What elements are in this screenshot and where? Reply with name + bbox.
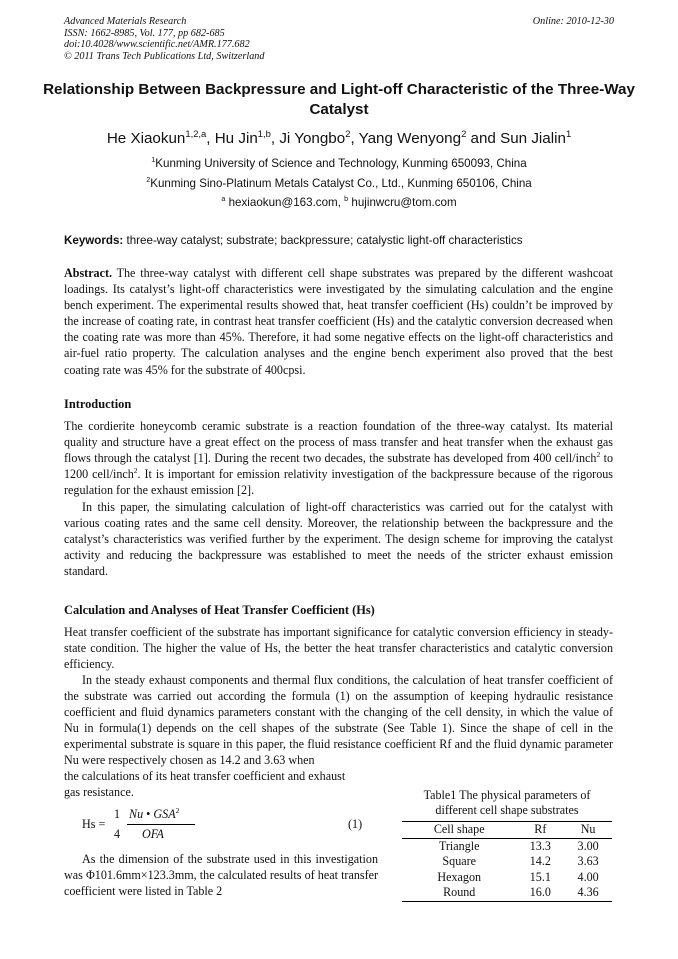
paragraph-tail-line: gas resistance. xyxy=(64,785,134,800)
affiliation-sup: 2 xyxy=(146,175,151,185)
section2-paragraph-2: In the steady exhaust components and thermal flux conditions, the calculation of heat transfer coefficient of the substrate was carried out according the formula (1) on the assumption of keeping hydraulic resistance coefficient and fluid dynamics parameters constant with the changing of the cell density, in which the value of Nu in formula(1) depends on the cell shapes of the substrate (See Table 1). Since the shape of cell in the experimental substrate is square in this paper, the fluid resistance coefficient Rf and the fluid dynamic parameter Nu were respectively chosen as 14.2 and 3.63 when xyxy=(64,673,613,768)
formula-gsa: GSA xyxy=(153,807,176,821)
keywords xyxy=(64,234,523,247)
issn-line: ISSN: 1662-8985, Vol. 177, pp 682-685 xyxy=(64,27,225,39)
author-separator: , xyxy=(350,130,359,147)
section2-paragraph-3: As the dimension of the substrate used in this investigation was Φ101.6mm×123.3mm, the calculated results of heat transfer coefficient were listed in Table 2 xyxy=(64,852,378,899)
abstract-label: Abstract. xyxy=(64,266,113,280)
fraction-bar xyxy=(127,824,195,825)
paragraph-tail-line: the calculations of its heat transfer coefficient and exhaust xyxy=(64,769,346,783)
table-cell: 14.2 xyxy=(529,854,551,869)
parameters-table xyxy=(402,821,612,902)
table-cell: 13.3 xyxy=(529,838,551,853)
table-header-row xyxy=(402,822,612,839)
intro-text: to 1200 cell/inch xyxy=(64,451,613,482)
journal-header xyxy=(64,16,264,62)
email-sup: a xyxy=(221,194,226,204)
author-separator: , xyxy=(206,130,215,147)
affiliation-text: Kunming University of Science and Technology, Kunming 650093, China xyxy=(155,157,527,170)
intro-text: . It is important for emission relativity investigation of the backpressure because of the rigorous regulation for the exhaust emission [2]. xyxy=(64,467,613,498)
table-row xyxy=(402,854,612,870)
table-cell: Hexagon xyxy=(437,869,482,884)
table-cell: 4.00 xyxy=(577,869,599,884)
section2-paragraph-2-tail xyxy=(64,768,394,800)
intro-paragraph-1 xyxy=(64,418,613,498)
table-cell: 16.0 xyxy=(516,885,564,901)
formula-nu: Nu xyxy=(129,807,144,821)
author-sup: 1,2,a xyxy=(185,127,207,139)
affiliation-1 xyxy=(40,157,638,170)
affiliation-2 xyxy=(40,177,638,190)
table-row xyxy=(402,870,612,886)
formula-num-left: 1 xyxy=(114,807,121,821)
table-caption xyxy=(400,788,614,818)
column-header: Rf xyxy=(516,822,564,839)
formula-lhs: Hs = xyxy=(82,817,106,831)
author-line xyxy=(40,127,638,147)
column-header: Cell shape xyxy=(402,822,516,839)
superscript: 2 xyxy=(596,450,601,460)
table-cell: Square xyxy=(442,854,477,869)
journal-name: Advanced Materials Research xyxy=(64,16,187,27)
email-a: hexiaokun@163.com, xyxy=(228,196,341,209)
table-cell: Triangle xyxy=(438,838,480,853)
author-separator: and xyxy=(466,130,501,147)
table-cell: Round xyxy=(402,885,516,901)
copyright-line: © 2011 Trans Tech Publications Ltd, Switzerland xyxy=(64,50,265,62)
author-name: He Xiaokun xyxy=(106,130,186,147)
intro-paragraph-2: In this paper, the simulating calculation of light-off characteristics was carried out for the catalyst with various coating rates and the same cell density. Moreover, the relationship between the backpressure and the catalyst’s characteristics was verified further by the experiment. The design scheme for improving the catalyst activity and reducing the backpressure was established to meet the needs of the stricter exhaust emission standard. xyxy=(64,500,613,579)
section2-paragraph-1: Heat transfer coefficient of the substrate has important significance for catalytic conversion efficiency in steady-state condition. The higher the value of Hs, the better the heat transfer characteristics and catalytic conversion efficiency. xyxy=(64,625,613,672)
email-b: hujinwcru@tom.com xyxy=(351,196,457,209)
formula-den-left: 4 xyxy=(114,827,121,841)
author-sup: 2 xyxy=(461,127,467,139)
abstract xyxy=(64,265,613,378)
table-1 xyxy=(400,788,614,902)
author-sup: 1,b xyxy=(257,127,271,139)
table-caption-line: Table1 The physical parameters of xyxy=(423,788,591,802)
keywords-text: three-way catalyst; substrate; backpressure; catalystic light-off characteristics xyxy=(126,234,523,247)
doi-line: doi:10.4028/www.scientific.net/AMR.177.682 xyxy=(64,39,250,51)
abstract-text: The three-way catalyst with different cell shape substrates was prepared by the different washcoat loadings. Its catalyst’s light-off characteristics were investigated by the simulating calculation and the engine bench experiment. The experimental results showed that, heat transfer coefficient (Hs) couldn’t be improved by the increase of coating rate, in contrast heat transfer coefficient (Hs) and the catalytic conversion decreased when the coating rate was more than 45%. Therefore, it had some negative effects on the light-off characteristics and air-fuel ratio property. The calculation analyses and the engine bench experiment also proved that the best coating rate was 45% for the substrate of 400cpsi. xyxy=(64,266,613,377)
table-row xyxy=(402,885,612,901)
author-separator: , xyxy=(270,130,280,147)
table-cell: 3.00 xyxy=(577,838,599,853)
online-date: Online: 2010-12-30 xyxy=(532,16,614,27)
author-name: Yang Wenyong xyxy=(358,130,462,147)
formula-den-right: OFA xyxy=(142,827,164,841)
author-name: Hu Jin xyxy=(214,130,258,147)
formula-number: (1) xyxy=(348,817,363,831)
paper-title: Relationship Between Backpressure and Light-off Characteristic of the Three-Way Catalyst xyxy=(43,81,635,118)
table-caption-line: different cell shape substrates xyxy=(435,803,579,817)
formula-1 xyxy=(82,805,382,845)
author-name: Sun Jialin xyxy=(500,130,566,147)
intro-text: The cordierite honeycomb ceramic substrate is a reaction foundation of the three-way catalyst. Its material quality and structure have a great effect on the process of mass transfer and heat transfer when the exhaust gas flows through the catalyst [1]. During the recent two decades, the substrate has developed from 400 cell/inch xyxy=(64,419,613,466)
superscript: 2 xyxy=(133,466,138,476)
section-heading: Calculation and Analyses of Heat Transfer Coefficient (Hs) xyxy=(64,603,375,617)
email-sup: b xyxy=(344,194,349,204)
author-sup: 2 xyxy=(345,127,351,139)
formula-dot: • xyxy=(146,807,151,821)
keywords-label: Keywords: xyxy=(64,234,124,247)
table-cell: 15.1 xyxy=(529,869,551,884)
formula-sup: 2 xyxy=(175,805,180,815)
column-header: Nu xyxy=(564,822,612,839)
affiliation-text: Kunming Sino-Platinum Metals Catalyst Co., Ltd., Kunming 650106, China xyxy=(150,177,532,190)
author-name: Ji Yongbo xyxy=(279,130,346,147)
author-sup: 1 xyxy=(565,127,572,139)
email-line xyxy=(40,196,638,209)
section-heading: Introduction xyxy=(64,397,132,411)
table-row xyxy=(402,838,612,854)
affiliation-sup: 1 xyxy=(151,155,156,165)
table-cell: 3.63 xyxy=(577,854,599,869)
table-cell: 4.36 xyxy=(564,885,612,901)
formula-num-right xyxy=(129,807,179,822)
